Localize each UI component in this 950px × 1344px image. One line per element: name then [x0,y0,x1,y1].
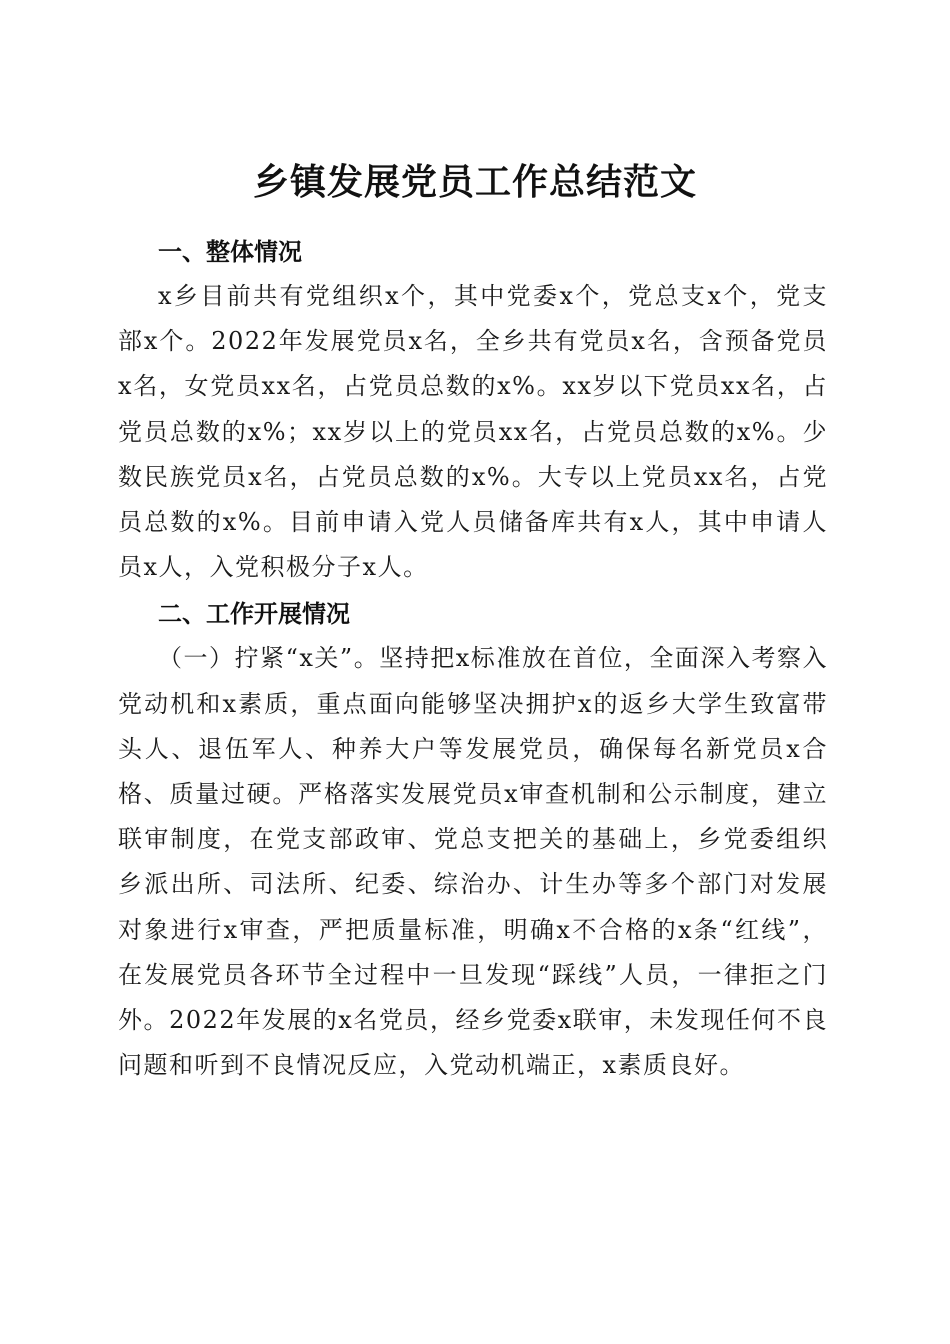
section-paragraph-overall: x乡目前共有党组织x个，其中党委x个，党总支x个，党支部x个。2022年发展党员x名，全乡共有党员x名，含预备党员x名，女党员xx名，占党员总数的x%。xx岁以下党员xx名，占党员总数的x%；xx岁以上的党员xx名，占党员总数的x%。少数民族党员x名，占党员总数的x%。大专以上党员xx名，占党员总数的x%。目前申请入党人员储备库共有x人，其中申请人员x人，入党积极分子x人。 [118,282,828,582]
section-paragraph-work: （一）拧紧“x关”。坚持把x标准放在首位，全面深入考察入党动机和x素质，重点面向能够坚决拥护x的返乡大学生致富带头人、退伍军人、种养大户等发展党员，确保每名新党员x合格、质量过硬。严格落实发展党员x审查机制和公示制度，建立联审制度，在党支部政审、党总支把关的基础上，乡党委组织乡派出所、司法所、纪委、综治办、计生办等多个部门对发展对象进行x审查，严把质量标准，明确x不合格的x条“红线”，在发展党员各环节全过程中一旦发现“踩线”人员，一律拒之门外。2022年发展的x名党员，经乡党委x联审，未发现任何不良问题和听到不良情况反应，入党动机端正，x素质良好。 [118,644,828,1080]
document-body [118,230,828,1088]
section-heading-work: 二、工作开展情况 [158,600,350,629]
document-title: 乡镇发展党员工作总结范文 [252,161,697,204]
section-heading-overall: 一、整体情况 [158,238,302,266]
